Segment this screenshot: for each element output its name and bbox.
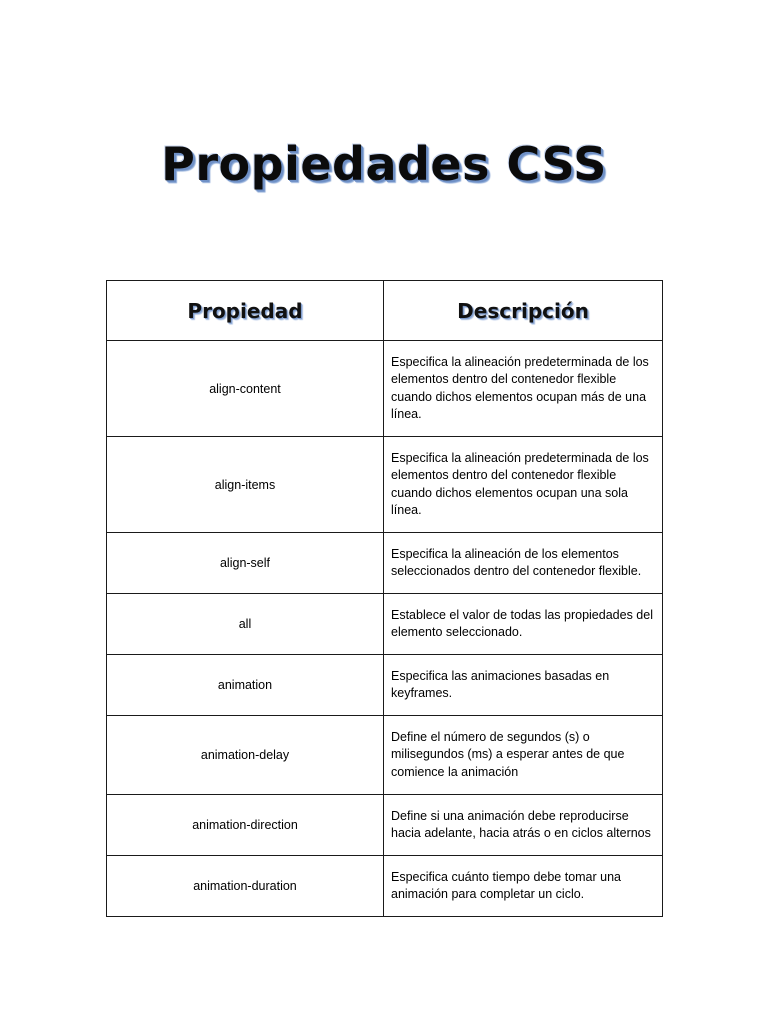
page-title: Propiedades CSS [161,136,607,191]
table-header-row [107,281,663,341]
property-name: align-content [107,341,384,437]
property-description: Especifica la alineación predeterminada de los elementos dentro del contenedor flexible cuando dichos elementos ocupan una sola línea. [384,437,663,533]
property-name: align-items [107,437,384,533]
property-description: Especifica la alineación de los elementos seleccionados dentro del contenedor flexible. [384,533,663,594]
property-description: Define si una animación debe reproducirse hacia adelante, hacia atrás o en ciclos alternos [384,795,663,856]
header-property: Propiedad [107,281,384,341]
table-row [107,716,663,795]
property-description: Especifica la alineación predeterminada de los elementos dentro del contenedor flexible cuando dichos elementos ocupan más de una línea. [384,341,663,437]
property-description: Especifica cuánto tiempo debe tomar una animación para completar un ciclo. [384,856,663,917]
property-name: align-self [107,533,384,594]
table-row [107,341,663,437]
property-name: all [107,594,384,655]
table-row [107,795,663,856]
property-name: animation-direction [107,795,384,856]
property-description: Establece el valor de todas las propiedades del elemento seleccionado. [384,594,663,655]
table-row [107,533,663,594]
property-description: Especifica las animaciones basadas en keyframes. [384,655,663,716]
property-description: Define el número de segundos (s) o milisegundos (ms) a esperar antes de que comience la animación [384,716,663,795]
table-row [107,655,663,716]
property-name: animation-duration [107,856,384,917]
header-description: Descripción [384,281,663,341]
property-name: animation [107,655,384,716]
css-properties-table [106,280,663,917]
table-row [107,437,663,533]
table-row [107,594,663,655]
table-row [107,856,663,917]
property-name: animation-delay [107,716,384,795]
